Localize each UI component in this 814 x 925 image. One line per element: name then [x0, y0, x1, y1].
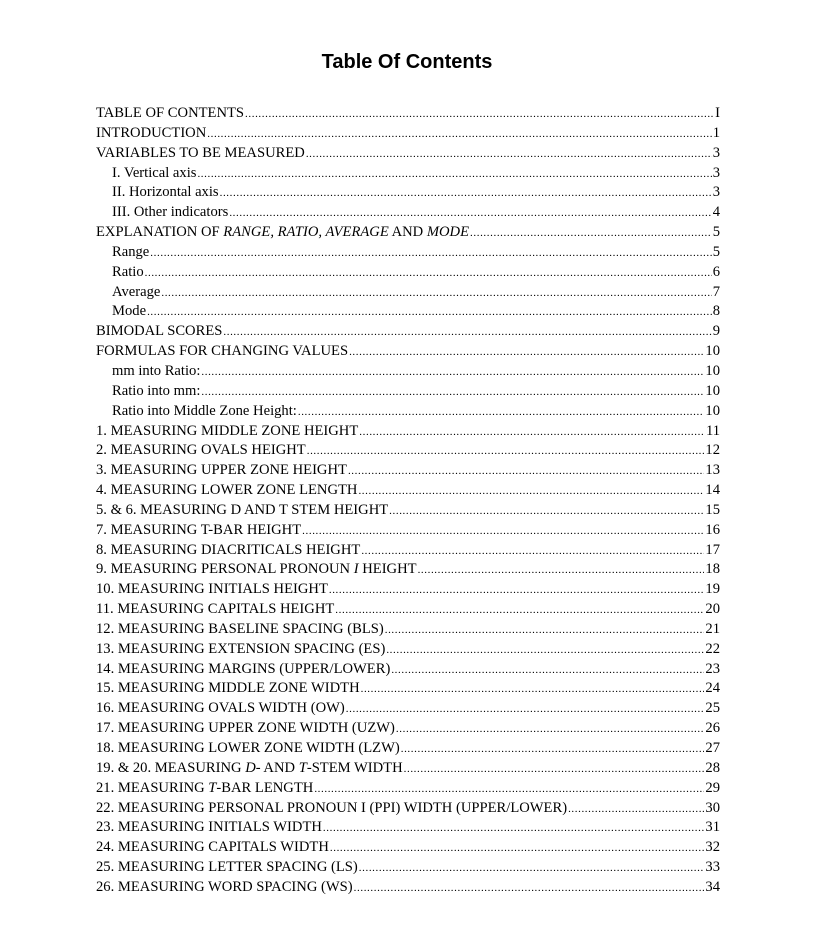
toc-entry[interactable]	[96, 878, 720, 898]
dot-leader	[386, 641, 704, 660]
dot-leader	[335, 601, 704, 620]
toc-entry-label-segment: FORMULAS FOR CHANGING VALUES	[96, 343, 349, 360]
toc-entry-page-number: 30	[705, 799, 720, 816]
dot-leader	[396, 720, 705, 739]
toc-entry[interactable]	[96, 501, 720, 521]
toc-entry-label	[96, 878, 353, 898]
toc-entry[interactable]	[96, 660, 720, 680]
toc-entry-label-segment: 15. MEASURING MIDDLE ZONE WIDTH	[96, 680, 360, 697]
toc-entry-label	[96, 521, 301, 541]
toc-entry-label	[112, 402, 297, 422]
toc-entry[interactable]	[96, 739, 720, 759]
dot-leader	[150, 244, 711, 263]
dot-leader	[201, 383, 704, 402]
toc-entry-label-segment: 19. & 20. MEASURING	[96, 759, 246, 776]
toc-entry[interactable]	[96, 382, 720, 402]
toc-entry-label-segment: I. Vertical axis	[112, 164, 197, 181]
toc-entry[interactable]	[96, 441, 720, 461]
dot-leader	[349, 343, 704, 362]
toc-entry[interactable]	[96, 759, 720, 779]
toc-entry-label-segment: 11. MEASURING CAPITALS HEIGHT	[96, 601, 335, 618]
toc-entry-page-number: 20	[705, 601, 720, 618]
toc-entry-label-segment: TABLE OF CONTENTS	[96, 105, 245, 121]
toc-entry-label	[96, 739, 400, 759]
toc-entry-page-number: 10	[705, 343, 720, 360]
toc-entry-page-number: 27	[705, 740, 720, 756]
dot-leader	[359, 859, 705, 878]
toc-entry[interactable]	[96, 104, 720, 124]
toc-entry-label	[112, 164, 196, 184]
toc-entry-label-segment: INTRODUCTION	[96, 124, 207, 141]
dot-leader	[389, 502, 704, 521]
toc-entry[interactable]	[96, 124, 720, 144]
toc-entry-label-segment: VARIABLES TO BE MEASURED	[96, 144, 305, 161]
toc-entry-label	[96, 422, 358, 442]
toc-entry-page-number: 17	[705, 541, 720, 558]
toc-entry[interactable]	[96, 342, 720, 362]
toc-entry-label	[96, 322, 222, 342]
toc-entry[interactable]	[96, 838, 720, 858]
toc-entry-label-segment: AND	[388, 224, 427, 241]
toc-entry-page-number: 13	[705, 462, 720, 479]
toc-entry-page-number: 19	[705, 581, 720, 598]
dot-leader	[314, 780, 704, 799]
page-title: Table Of Contents	[321, 51, 493, 73]
toc-entry-label	[112, 382, 200, 402]
toc-entry-page-number: 32	[705, 839, 720, 856]
dot-leader	[223, 323, 711, 342]
toc-entry[interactable]	[96, 461, 720, 481]
toc-entry-label	[96, 104, 244, 124]
dot-leader	[307, 442, 705, 461]
toc-entry-label	[96, 441, 306, 461]
toc-entry-label	[96, 600, 334, 620]
toc-entry-page-number: 12	[705, 442, 720, 459]
dot-leader	[470, 224, 712, 243]
toc-entry[interactable]	[96, 203, 720, 223]
toc-entry-label	[96, 124, 206, 144]
dot-leader	[330, 839, 705, 858]
toc-entry-label	[96, 144, 305, 164]
dot-leader	[298, 403, 705, 422]
dot-leader	[568, 800, 704, 819]
toc-entry[interactable]	[96, 600, 720, 620]
toc-entry-label-segment: Ratio	[112, 263, 144, 280]
dot-leader	[361, 680, 705, 699]
toc-entry[interactable]	[96, 481, 720, 501]
toc-entry-page-number: 7	[712, 283, 720, 300]
toc-entry-label	[96, 759, 403, 779]
toc-entry-label	[96, 223, 469, 243]
toc-entry-label-segment: 23. MEASURING INITIALS WIDTH	[96, 819, 322, 836]
toc-entry-label-segment: 21. MEASURING	[96, 779, 209, 796]
toc-entry[interactable]	[96, 719, 720, 739]
dot-leader	[401, 740, 705, 759]
toc-entry-label-segment: 1. MEASURING MIDDLE ZONE HEIGHT	[96, 422, 359, 439]
toc-entry-label	[96, 541, 360, 561]
toc-entry-label-segment: RANGE, RATIO, AVERAGE	[223, 224, 389, 241]
toc-entry-page-number: I	[715, 105, 720, 121]
dot-leader	[358, 482, 704, 501]
dot-leader	[229, 204, 711, 223]
dot-leader	[361, 542, 704, 561]
toc-entry-label	[96, 719, 395, 739]
toc-entry-page-number: 5	[712, 243, 720, 260]
toc-entry-page-number: 4	[712, 204, 720, 221]
toc-entry-label-segment: 22. MEASURING PERSONAL PRONOUN I (PPI) WIDTH (UPPER/LOWER)	[96, 799, 568, 816]
toc-entry-label-segment: 8. MEASURING DIACRITICALS HEIGHT	[96, 541, 361, 558]
toc-entry-label-segment: 12. MEASURING BASELINE SPACING (BLS)	[96, 620, 384, 637]
toc-entry-label	[112, 203, 228, 223]
dot-leader	[391, 661, 704, 680]
toc-entry-page-number: 3	[712, 144, 720, 161]
toc-entry[interactable]	[96, 560, 720, 580]
toc-entry-label-segment: 10. MEASURING INITIALS HEIGHT	[96, 581, 328, 598]
toc-entry-page-number: 21	[705, 620, 720, 637]
toc-entry[interactable]	[96, 164, 720, 184]
toc-entry[interactable]	[96, 858, 720, 878]
toc-entry-label	[112, 302, 146, 322]
toc-entry-label	[112, 183, 219, 203]
toc-entry-label	[96, 779, 313, 799]
toc-entry-page-number: 8	[712, 303, 720, 320]
toc-entry-page-number: 1	[712, 124, 720, 141]
toc-entry-label	[96, 481, 357, 501]
dot-leader	[323, 819, 704, 838]
toc-entry-label	[112, 362, 200, 382]
toc-entry-label	[96, 501, 388, 521]
dot-leader	[418, 561, 705, 580]
toc-entry[interactable]	[96, 322, 720, 342]
dot-leader	[385, 621, 705, 640]
toc-entry-label-segment: I	[353, 561, 359, 578]
toc-entry-label	[96, 838, 329, 858]
toc-entry-label-segment: Ratio into Middle Zone Height:	[112, 402, 297, 419]
toc-entry-label-segment: -STEM WIDTH	[306, 759, 403, 776]
toc-entry-page-number: 24	[705, 680, 720, 697]
toc-entry[interactable]	[96, 521, 720, 541]
toc-entry-page-number: 9	[712, 323, 720, 340]
toc-entry-label-segment: 5. & 6. MEASURING D AND T STEM HEIGHT	[96, 501, 389, 518]
toc-entry-page-number: 10	[705, 402, 720, 419]
toc-entry-label-segment: T	[208, 779, 217, 796]
toc-entry[interactable]	[96, 541, 720, 561]
dot-leader	[147, 303, 712, 322]
toc-entry-page-number: 31	[705, 819, 720, 836]
toc-entry-page-number: 33	[705, 859, 720, 876]
toc-entry[interactable]	[96, 283, 720, 303]
toc-entry-page-number: 18	[705, 561, 720, 578]
toc-entry-label-segment: 25. MEASURING LETTER SPACING (LS)	[96, 859, 358, 876]
toc-entry[interactable]	[96, 620, 720, 640]
toc-entry-label	[96, 640, 385, 660]
toc-entry-label	[96, 580, 328, 600]
toc-entry-page-number: 15	[705, 501, 720, 518]
dot-leader	[306, 145, 712, 164]
toc-entry-label-segment: 16. MEASURING OVALS WIDTH (OW)	[96, 700, 345, 717]
toc-entry-label-segment: 13. MEASURING EXTENSION SPACING (ES)	[96, 640, 386, 657]
dot-leader	[354, 879, 705, 898]
toc-entry-page-number: 10	[705, 362, 720, 379]
toc-entry-label	[96, 560, 417, 580]
toc-entry[interactable]	[96, 679, 720, 699]
toc-entry-label	[96, 342, 348, 362]
toc-entry[interactable]	[96, 402, 720, 422]
toc-entry-label-segment: - AND	[255, 759, 299, 776]
dot-leader	[245, 105, 714, 124]
toc-entry-label-segment: 18. MEASURING LOWER ZONE WIDTH (LZW)	[96, 740, 400, 756]
toc-entry-label-segment: T	[298, 759, 307, 776]
toc-entry-page-number: 22	[705, 640, 720, 657]
dot-leader	[404, 760, 705, 779]
dot-leader	[302, 522, 704, 541]
toc-entry[interactable]	[96, 183, 720, 203]
toc-entry-label-segment: HEIGHT	[358, 561, 417, 578]
toc-entry-label-segment: 4. MEASURING LOWER ZONE LENGTH	[96, 482, 358, 499]
toc-entry[interactable]	[96, 422, 720, 442]
toc-entry-label	[96, 799, 567, 819]
toc-entry-label-segment: Range	[112, 243, 150, 260]
toc-entry-label	[96, 699, 345, 719]
toc-entry-label-segment: Ratio into mm:	[112, 382, 201, 399]
toc-entry-label-segment: 17. MEASURING UPPER ZONE WIDTH (UZW)	[96, 720, 395, 737]
toc-entry-label	[112, 263, 144, 283]
toc-entry-label	[112, 283, 160, 303]
toc-entry-label-segment: 14. MEASURING MARGINS (UPPER/LOWER)	[96, 660, 391, 677]
toc-entry-label-segment: BIMODAL SCORES	[96, 323, 223, 340]
toc-entry-page-number: 23	[705, 660, 720, 677]
toc-entry[interactable]	[96, 699, 720, 719]
dot-leader	[207, 125, 711, 144]
toc-entry-page-number: 25	[705, 700, 720, 717]
toc-entry-page-number: 14	[705, 482, 720, 499]
toc-entry[interactable]	[96, 302, 720, 322]
toc-entry-page-number: 6	[712, 263, 720, 280]
toc-entry-label	[96, 818, 322, 838]
toc-entry-label-segment: Mode	[112, 303, 147, 320]
toc-entry-page-number: 34	[705, 878, 720, 895]
dot-leader	[145, 264, 712, 283]
toc-entry[interactable]	[96, 243, 720, 263]
toc-entry-page-number: 10	[705, 382, 720, 399]
dot-leader	[329, 581, 705, 600]
toc-entry-label-segment: III. Other indicators	[112, 204, 229, 221]
toc-entry-label-segment: Average	[112, 283, 161, 300]
toc-entry-page-number: 26	[705, 720, 720, 737]
toc-entry-label	[112, 243, 149, 263]
toc-entry[interactable]	[96, 362, 720, 382]
toc-entry-page-number: 11	[705, 422, 720, 439]
dot-leader	[220, 184, 712, 203]
toc-entry-label	[96, 660, 390, 680]
toc-entry-label-segment: MODE	[426, 224, 470, 241]
toc-entry-page-number: 3	[712, 164, 720, 181]
table-of-contents	[96, 104, 720, 898]
toc-entry-label-segment: 3. MEASURING UPPER ZONE HEIGHT	[96, 462, 347, 479]
toc-entry[interactable]	[96, 640, 720, 660]
toc-entry-label	[96, 461, 347, 481]
toc-entry[interactable]	[96, 144, 720, 164]
toc-entry[interactable]	[96, 223, 720, 243]
dot-leader	[161, 284, 711, 303]
toc-entry-page-number: 16	[705, 521, 720, 538]
dot-leader	[359, 423, 705, 442]
dot-leader	[201, 363, 704, 382]
toc-entry-label-segment: 9. MEASURING PERSONAL PRONOUN	[96, 561, 354, 578]
dot-leader	[348, 462, 704, 481]
toc-entry-label	[96, 858, 358, 878]
toc-entry-label	[96, 679, 360, 699]
toc-entry-page-number: 29	[705, 779, 720, 796]
toc-entry-label-segment: 26. MEASURING WORD SPACING (WS)	[96, 878, 353, 895]
toc-entry-label-segment: 7. MEASURING T-BAR HEIGHT	[96, 521, 302, 538]
toc-entry[interactable]	[96, 580, 720, 600]
toc-entry-page-number: 3	[712, 184, 720, 201]
dot-leader	[197, 165, 711, 184]
toc-entry-page-number: 28	[705, 759, 720, 776]
toc-entry-label-segment: mm into Ratio:	[112, 362, 201, 379]
toc-entry-label-segment: 24. MEASURING CAPITALS WIDTH	[96, 839, 329, 856]
toc-entry-label	[96, 620, 384, 640]
toc-entry[interactable]	[96, 818, 720, 838]
toc-entry-label-segment: D	[245, 759, 256, 776]
toc-entry-page-number: 5	[712, 224, 720, 241]
dot-leader	[346, 700, 705, 719]
toc-entry-label-segment: -BAR LENGTH	[216, 779, 314, 796]
toc-entry[interactable]	[96, 799, 720, 819]
toc-entry-label-segment: 2. MEASURING OVALS HEIGHT	[96, 442, 306, 459]
toc-entry-label-segment: II. Horizontal axis	[112, 184, 219, 201]
toc-entry-label-segment: EXPLANATION OF	[96, 224, 224, 241]
toc-entry[interactable]	[96, 263, 720, 283]
toc-entry[interactable]	[96, 779, 720, 799]
